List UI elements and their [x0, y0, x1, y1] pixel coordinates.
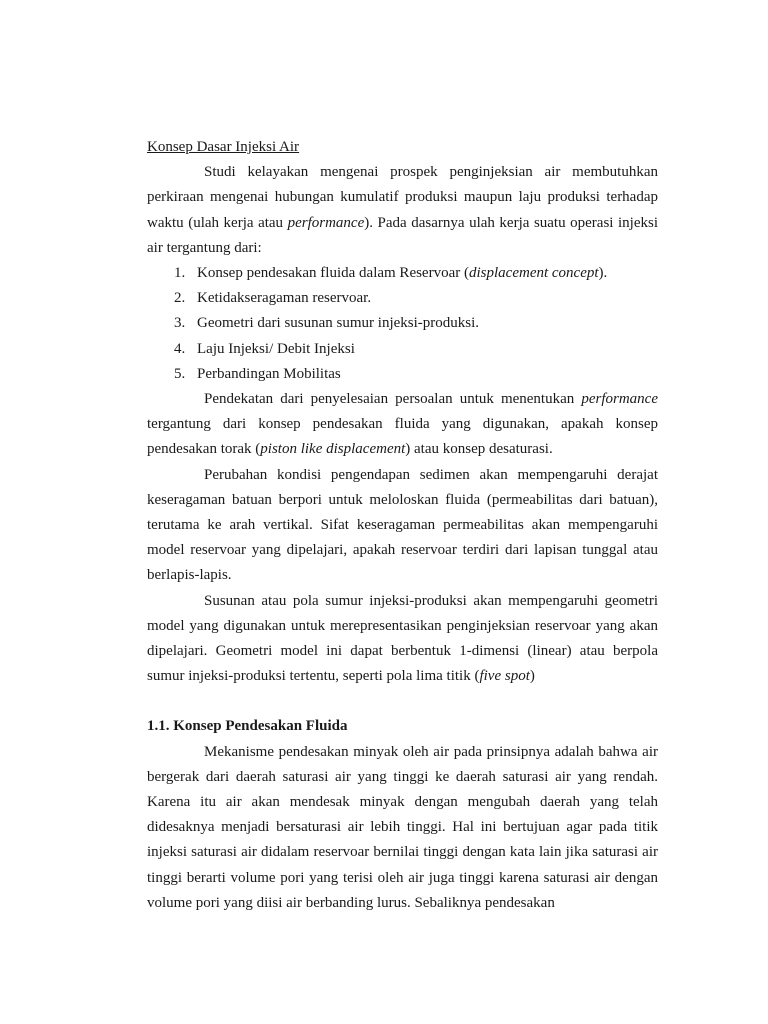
list-item-number: 3. [174, 315, 186, 332]
section-paragraph: Mekanisme pendesakan minyak oleh air pada prinsipnya adalah bahwa air bergerak dari daerah saturasi air yang tinggi ke daerah saturasi air yang rendah. Karena itu air akan mendesak minyak dengan mengubah daerah yang telah didesaknya menjadi bersaturasi air lebih tinggi. Hal ini bertujuan agar pada titik injeksi saturasi air didalam reservoar bernilai tinggi dengan kata lain jika saturasi air tinggi berarti volume pori yang terisi oleh air juga tinggi karena saturasi air dengan volume pori yang diisi air berbanding lurus. Sebaliknya pendesakan [147, 743, 658, 911]
list-item [147, 261, 658, 286]
list-item-text: Laju Injeksi/ Debit Injeksi [197, 340, 355, 357]
list-item-number: 2. [174, 290, 186, 307]
list-item-text: Konsep pendesakan fluida dalam Reservoar ( [197, 265, 469, 282]
list-item [147, 286, 658, 311]
document-title: Konsep Dasar Injeksi Air [147, 139, 300, 155]
list-item-number: 1. [174, 265, 186, 282]
list-item-text: Geometri dari susunan sumur injeksi-produksi. [197, 315, 480, 332]
factor-list [147, 261, 658, 387]
approach-paragraph [147, 387, 658, 463]
sediment-paragraph: Perubahan kondisi pengendapan sedimen akan mempengaruhi derajat keseragaman batuan berpori untuk meloloskan fluida (permeabilitas dari batuan), terutama ke arah vertikal. Sifat keseragaman permeabilitas akan mempengaruhi model reservoar yang dipelajari, apakah reservoar terdiri dari lapisan tunggal atau berlapis-lapis. [147, 466, 658, 584]
list-item [147, 337, 658, 362]
list-item [147, 362, 658, 387]
list-item-number: 5. [174, 365, 186, 382]
approach-text-middle: tergantung dari konsep pendesakan fluida yang digunakan, apakah konsep pendesakan torak ( [147, 416, 658, 458]
list-item-italic: displacement concept [469, 265, 599, 282]
approach-text-before: Pendekatan dari penyelesaian persoalan untuk menentukan [204, 391, 582, 408]
intro-text-before: Studi kelayakan mengenai prospek penginjeksian air membutuhkan perkiraan mengenai hubungan kumulatif produksi maupun laju produksi terhadap waktu (ulah kerja atau [147, 164, 658, 231]
approach-italic-piston: piston like displacement [260, 441, 406, 458]
section-heading: 1.1. Konsep Pendesakan Fluida [147, 718, 348, 735]
document-page [147, 135, 658, 916]
well-pattern-text-before: Susunan atau pola sumur injeksi-produksi akan mempengaruhi geometri model yang digunakan untuk merepresentasikan penginjeksian reservoar yang akan dipelajari. Geometri model ini dapat berbentuk 1-dimensi (linear) atau berpola sumur injeksi-produksi tertentu, seperti pola lima titik ( [147, 592, 658, 685]
approach-italic-performance: performance [581, 391, 658, 408]
list-item-text: Ketidakseragaman reservoar. [197, 290, 372, 307]
list-item-text-after: ). [598, 265, 608, 282]
intro-italic-term: performance [287, 214, 365, 231]
list-item-text: Perbandingan Mobilitas [197, 365, 341, 382]
well-pattern-paragraph [147, 589, 658, 690]
well-pattern-text-after: ) [529, 668, 535, 685]
approach-text-after: ) atau konsep desaturasi. [405, 441, 553, 458]
well-pattern-italic: five spot [479, 668, 530, 685]
intro-text-after: ). Pada dasarnya ulah kerja suatu operasi injeksi air tergantung dari: [147, 214, 658, 256]
list-item [147, 311, 658, 336]
intro-paragraph [147, 160, 658, 261]
list-item-number: 4. [174, 340, 186, 357]
